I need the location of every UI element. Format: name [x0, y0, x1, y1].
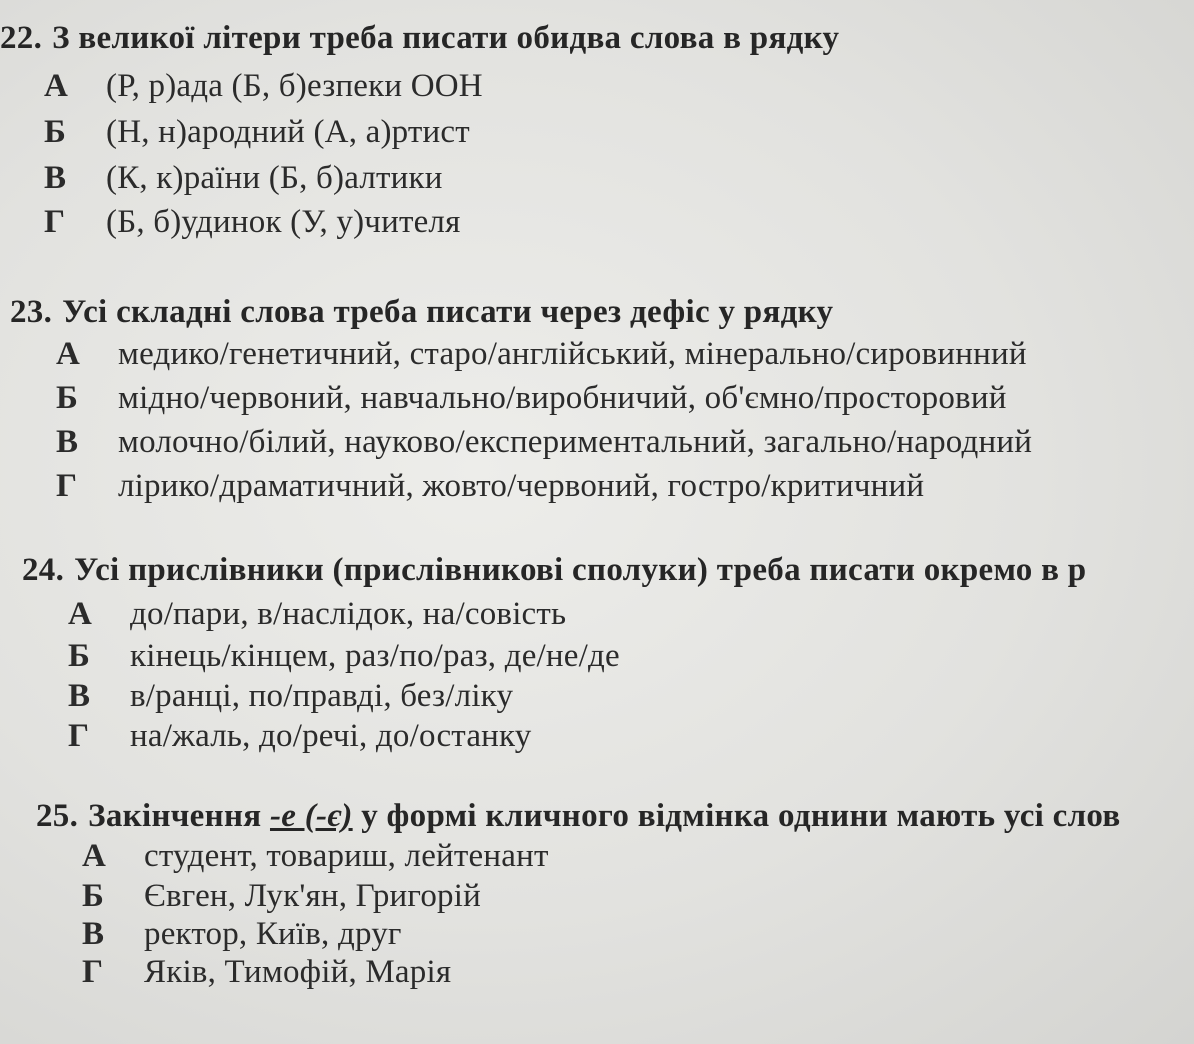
option-text: лірико/драматичний, жовто/червоний, гостро/критичний	[118, 468, 925, 504]
option-text: в/ранці, по/правді, без/ліку	[130, 678, 514, 714]
option-letter: Г	[56, 468, 77, 504]
option-text: Євген, Лук'ян, Григорій	[144, 878, 481, 914]
option-letter: Б	[68, 638, 90, 674]
option-text: медико/генетичний, старо/англійський, мінерально/сировинний	[118, 336, 1027, 372]
option-h[interactable]	[82, 954, 451, 991]
option-letter: В	[44, 160, 67, 196]
option-letter: А	[82, 838, 106, 874]
option-text: мідно/червоний, навчально/виробничий, об'ємно/просторовий	[118, 380, 1007, 416]
option-a[interactable]	[82, 838, 549, 875]
option-text: студент, товариш, лейтенант	[144, 838, 549, 874]
option-a[interactable]	[44, 68, 483, 105]
option-b[interactable]	[68, 638, 620, 675]
question-text-before: Закінчення	[88, 798, 262, 834]
question-23-title	[10, 294, 833, 331]
option-letter: Б	[44, 114, 66, 150]
option-h[interactable]	[44, 204, 460, 241]
question-25-title	[36, 798, 1121, 835]
option-text: (К, к)раїни (Б, б)алтики	[106, 160, 443, 196]
question-text-after: у формі кличного відмінка однини мають усі слов	[361, 798, 1121, 834]
option-b[interactable]	[44, 114, 470, 151]
option-text: Яків, Тимофій, Марія	[144, 954, 452, 990]
option-b[interactable]	[82, 878, 481, 915]
question-number: 22.	[0, 20, 43, 56]
option-letter: Б	[82, 878, 104, 914]
option-v[interactable]	[56, 424, 1032, 461]
option-b[interactable]	[56, 380, 1007, 417]
option-letter: А	[44, 68, 68, 104]
option-letter: Г	[82, 954, 103, 990]
question-number: 24.	[22, 552, 65, 588]
option-letter: А	[68, 596, 92, 632]
option-v[interactable]	[68, 678, 513, 715]
question-number: 25.	[36, 798, 79, 834]
option-v[interactable]	[44, 160, 443, 197]
option-a[interactable]	[68, 596, 566, 633]
question-text: З великої літери треба писати обидва слова в рядку	[52, 20, 840, 56]
option-letter: Г	[68, 718, 89, 754]
option-letter: Г	[44, 204, 65, 240]
question-text: Усі прислівники (прислівникові сполуки) треба писати окремо в р	[74, 552, 1087, 588]
option-text: кінець/кінцем, раз/по/раз, де/не/де	[130, 638, 620, 674]
question-24-title	[22, 552, 1086, 589]
option-v[interactable]	[82, 916, 402, 953]
option-text: молочно/білий, науково/експериментальний, загально/народний	[118, 424, 1033, 460]
option-text: (Р, р)ада (Б, б)езпеки ООН	[106, 68, 483, 104]
option-text: ректор, Київ, друг	[144, 916, 402, 952]
option-a[interactable]	[56, 336, 1027, 373]
option-text: на/жаль, до/речі, до/останку	[130, 718, 532, 754]
option-text: (Б, б)удинок (У, у)чителя	[106, 204, 461, 240]
question-22-title	[0, 20, 839, 57]
option-text: (Н, н)ародний (А, а)ртист	[106, 114, 470, 150]
option-letter: В	[68, 678, 91, 714]
option-h[interactable]	[56, 468, 924, 505]
option-letter: Б	[56, 380, 78, 416]
option-letter: А	[56, 336, 80, 372]
question-ending: -е (-є)	[269, 798, 353, 834]
option-letter: В	[82, 916, 105, 952]
option-text: до/пари, в/наслідок, на/совість	[130, 596, 567, 632]
option-h[interactable]	[68, 718, 532, 755]
question-text: Усі складні слова треба писати через дефіс у рядку	[62, 294, 834, 330]
option-letter: В	[56, 424, 79, 460]
question-number: 23.	[10, 294, 53, 330]
